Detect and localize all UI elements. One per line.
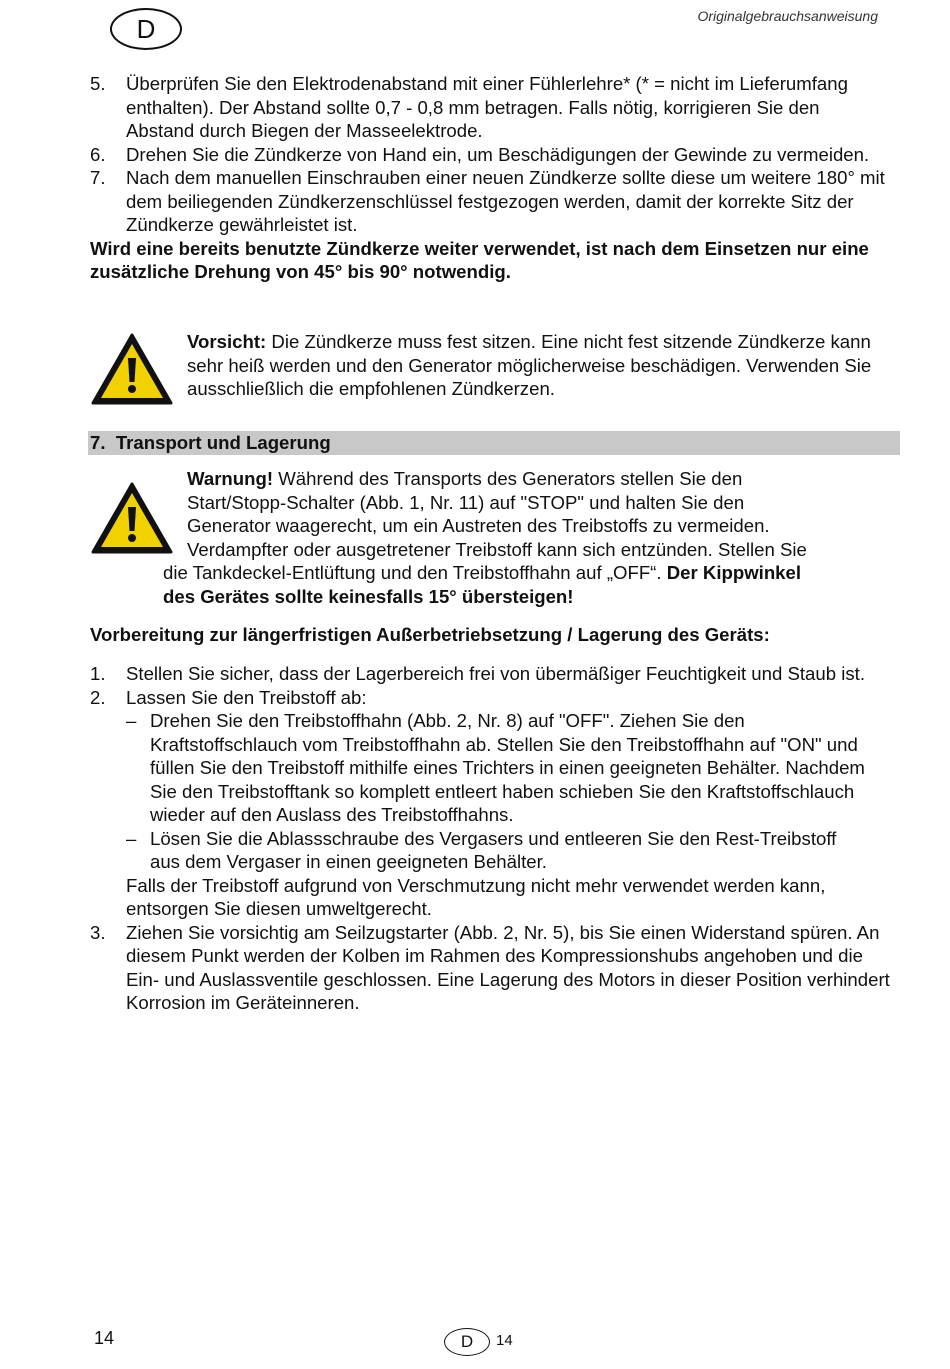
language-badge-label: D: [136, 13, 156, 44]
warning-line: Verdampfter oder ausgetretener Treibstoff kann sich entzünden. Stellen Sie: [187, 538, 807, 560]
footer-language-badge: [444, 1328, 490, 1356]
language-badge: [110, 8, 182, 50]
prep-list: [90, 662, 896, 1015]
steps-top: [90, 72, 885, 284]
step-number: 5.: [90, 73, 106, 94]
list-item: [90, 921, 896, 1015]
step-number: 1.: [90, 663, 106, 684]
warning-line: die Tankdeckel-Entlüftung und den Treibstoffhahn auf „OFF“.: [163, 562, 667, 583]
caution-body: Die Zündkerze muss fest sitzen. Eine nicht fest sitzende Zündkerze kann sehr heiß werden und den Generator möglicherweise beschädigen. Verwenden Sie ausschließlich die empfohlenen Zündkerzen.: [187, 331, 872, 399]
warning-line: Start/Stopp-Schalter (Abb. 1, Nr. 11) auf "STOP" und halten Sie den: [187, 491, 745, 513]
caution-label: Vorsicht:: [187, 331, 267, 352]
bold-note: Wird eine bereits benutzte Zündkerze weiter verwendet, ist nach dem Einsetzen nur eine zusätzliche Drehung von 45° bis 90° notwendig.: [90, 237, 869, 282]
page-number: 14: [94, 1328, 115, 1348]
warning-text: [163, 467, 893, 608]
step-text: Überprüfen Sie den Elektrodenabstand mit einer Fühlerlehre* (* = nicht im Lieferumfang enthalten). Der Abstand sollte 0,7 - 0,8 mm betragen. Falls nötig, korrigieren Sie den Abstand durch Biegen der Masseelektrode.: [126, 73, 848, 141]
step-number: 7.: [90, 167, 106, 188]
step-number: 3.: [90, 921, 106, 943]
warning-triangle-icon: [90, 332, 174, 406]
sub-step-text: Lösen Sie die Ablassschraube des Vergasers und entleeren Sie den Rest-Treibstoff aus dem Vergaser in einen geeigneten Behälter.: [150, 827, 837, 872]
list-item: [90, 166, 896, 237]
footer-language-label: D: [460, 1332, 474, 1351]
warning-triangle-icon: [90, 481, 174, 555]
caution-text: [187, 330, 897, 401]
sub-list-item: [126, 827, 850, 874]
step-note: Falls der Treibstoff aufgrund von Verschmutzung nicht mehr verwendet werden kann, entsorgen Sie diesen umweltgerecht.: [126, 874, 826, 919]
warning-label: Warnung!: [187, 468, 274, 489]
dash-bullet: –: [126, 710, 137, 731]
step-text: Drehen Sie die Zündkerze von Hand ein, um Beschädigungen der Gewinde zu vermeiden.: [126, 143, 870, 165]
sub-step-text: Drehen Sie den Treibstoffhahn (Abb. 2, Nr. 8) auf "OFF". Ziehen Sie den Kraftstoffschlauch vom Treibstoffhahn ab. Stellen Sie den Treibstoffhahn auf "ON" und füllen Sie den Treibstoff mithilfe eines Trichters in einen geeigneten Behälter. Nachdem Sie den Treibstofftank so komplett entleert haben schieben Sie den Kraftstoffschlauch wieder auf den Auslass des Treibstoffhahns.: [150, 710, 865, 825]
footer-page-number: 14: [496, 1332, 513, 1349]
list-item: [90, 143, 880, 167]
step-text: Stellen Sie sicher, dass der Lagerbereich frei von übermäßiger Feuchtigkeit und Staub ist.: [126, 663, 865, 684]
warning-line: Generator waagerecht, um ein Austreten des Treibstoffs zu vermeiden.: [187, 515, 770, 536]
step-text: Nach dem manuellen Einschrauben einer neuen Zündkerze sollte diese um weitere 180° mit dem beiliegenden Zündkerzenschlüssel festgezogen werden, damit der korrekte Sitz der Zündkerze gewährleistet ist.: [126, 167, 885, 235]
list-item: [90, 72, 880, 143]
step-text: Ziehen Sie vorsichtig am Seilzugstarter (Abb. 2, Nr. 5), bis Sie einen Widerstand spüren. An diesem Punkt werden der Kolben im Rahmen des Kompressionshubs angehoben und die Ein- und Auslassventile geschlossen. Eine Lagerung des Motors in dieser Position verhindert Korrosion im Geräteinneren.: [126, 921, 890, 1013]
step-text: Lassen Sie den Treibstoff ab:: [126, 686, 367, 708]
list-item: [90, 686, 896, 921]
warning-emphasis: des Gerätes sollte keinesfalls 15° übersteigen!: [163, 585, 574, 607]
header-title: Originalgebrauchsanweisung: [697, 8, 878, 24]
dash-bullet: –: [126, 827, 137, 849]
list-item: [90, 662, 866, 686]
warning-line: Während des Transports des Generators stellen Sie den: [273, 468, 743, 489]
section-title: 7. Transport und Lagerung: [90, 432, 331, 453]
prep-heading: Vorbereitung zur längerfristigen Außerbetriebsetzung / Lagerung des Geräts:: [90, 624, 770, 645]
warning-emphasis: Der Kippwinkel: [666, 562, 802, 583]
sub-list-item: [126, 709, 895, 827]
step-number: 2.: [90, 686, 106, 708]
step-number: 6.: [90, 143, 106, 165]
